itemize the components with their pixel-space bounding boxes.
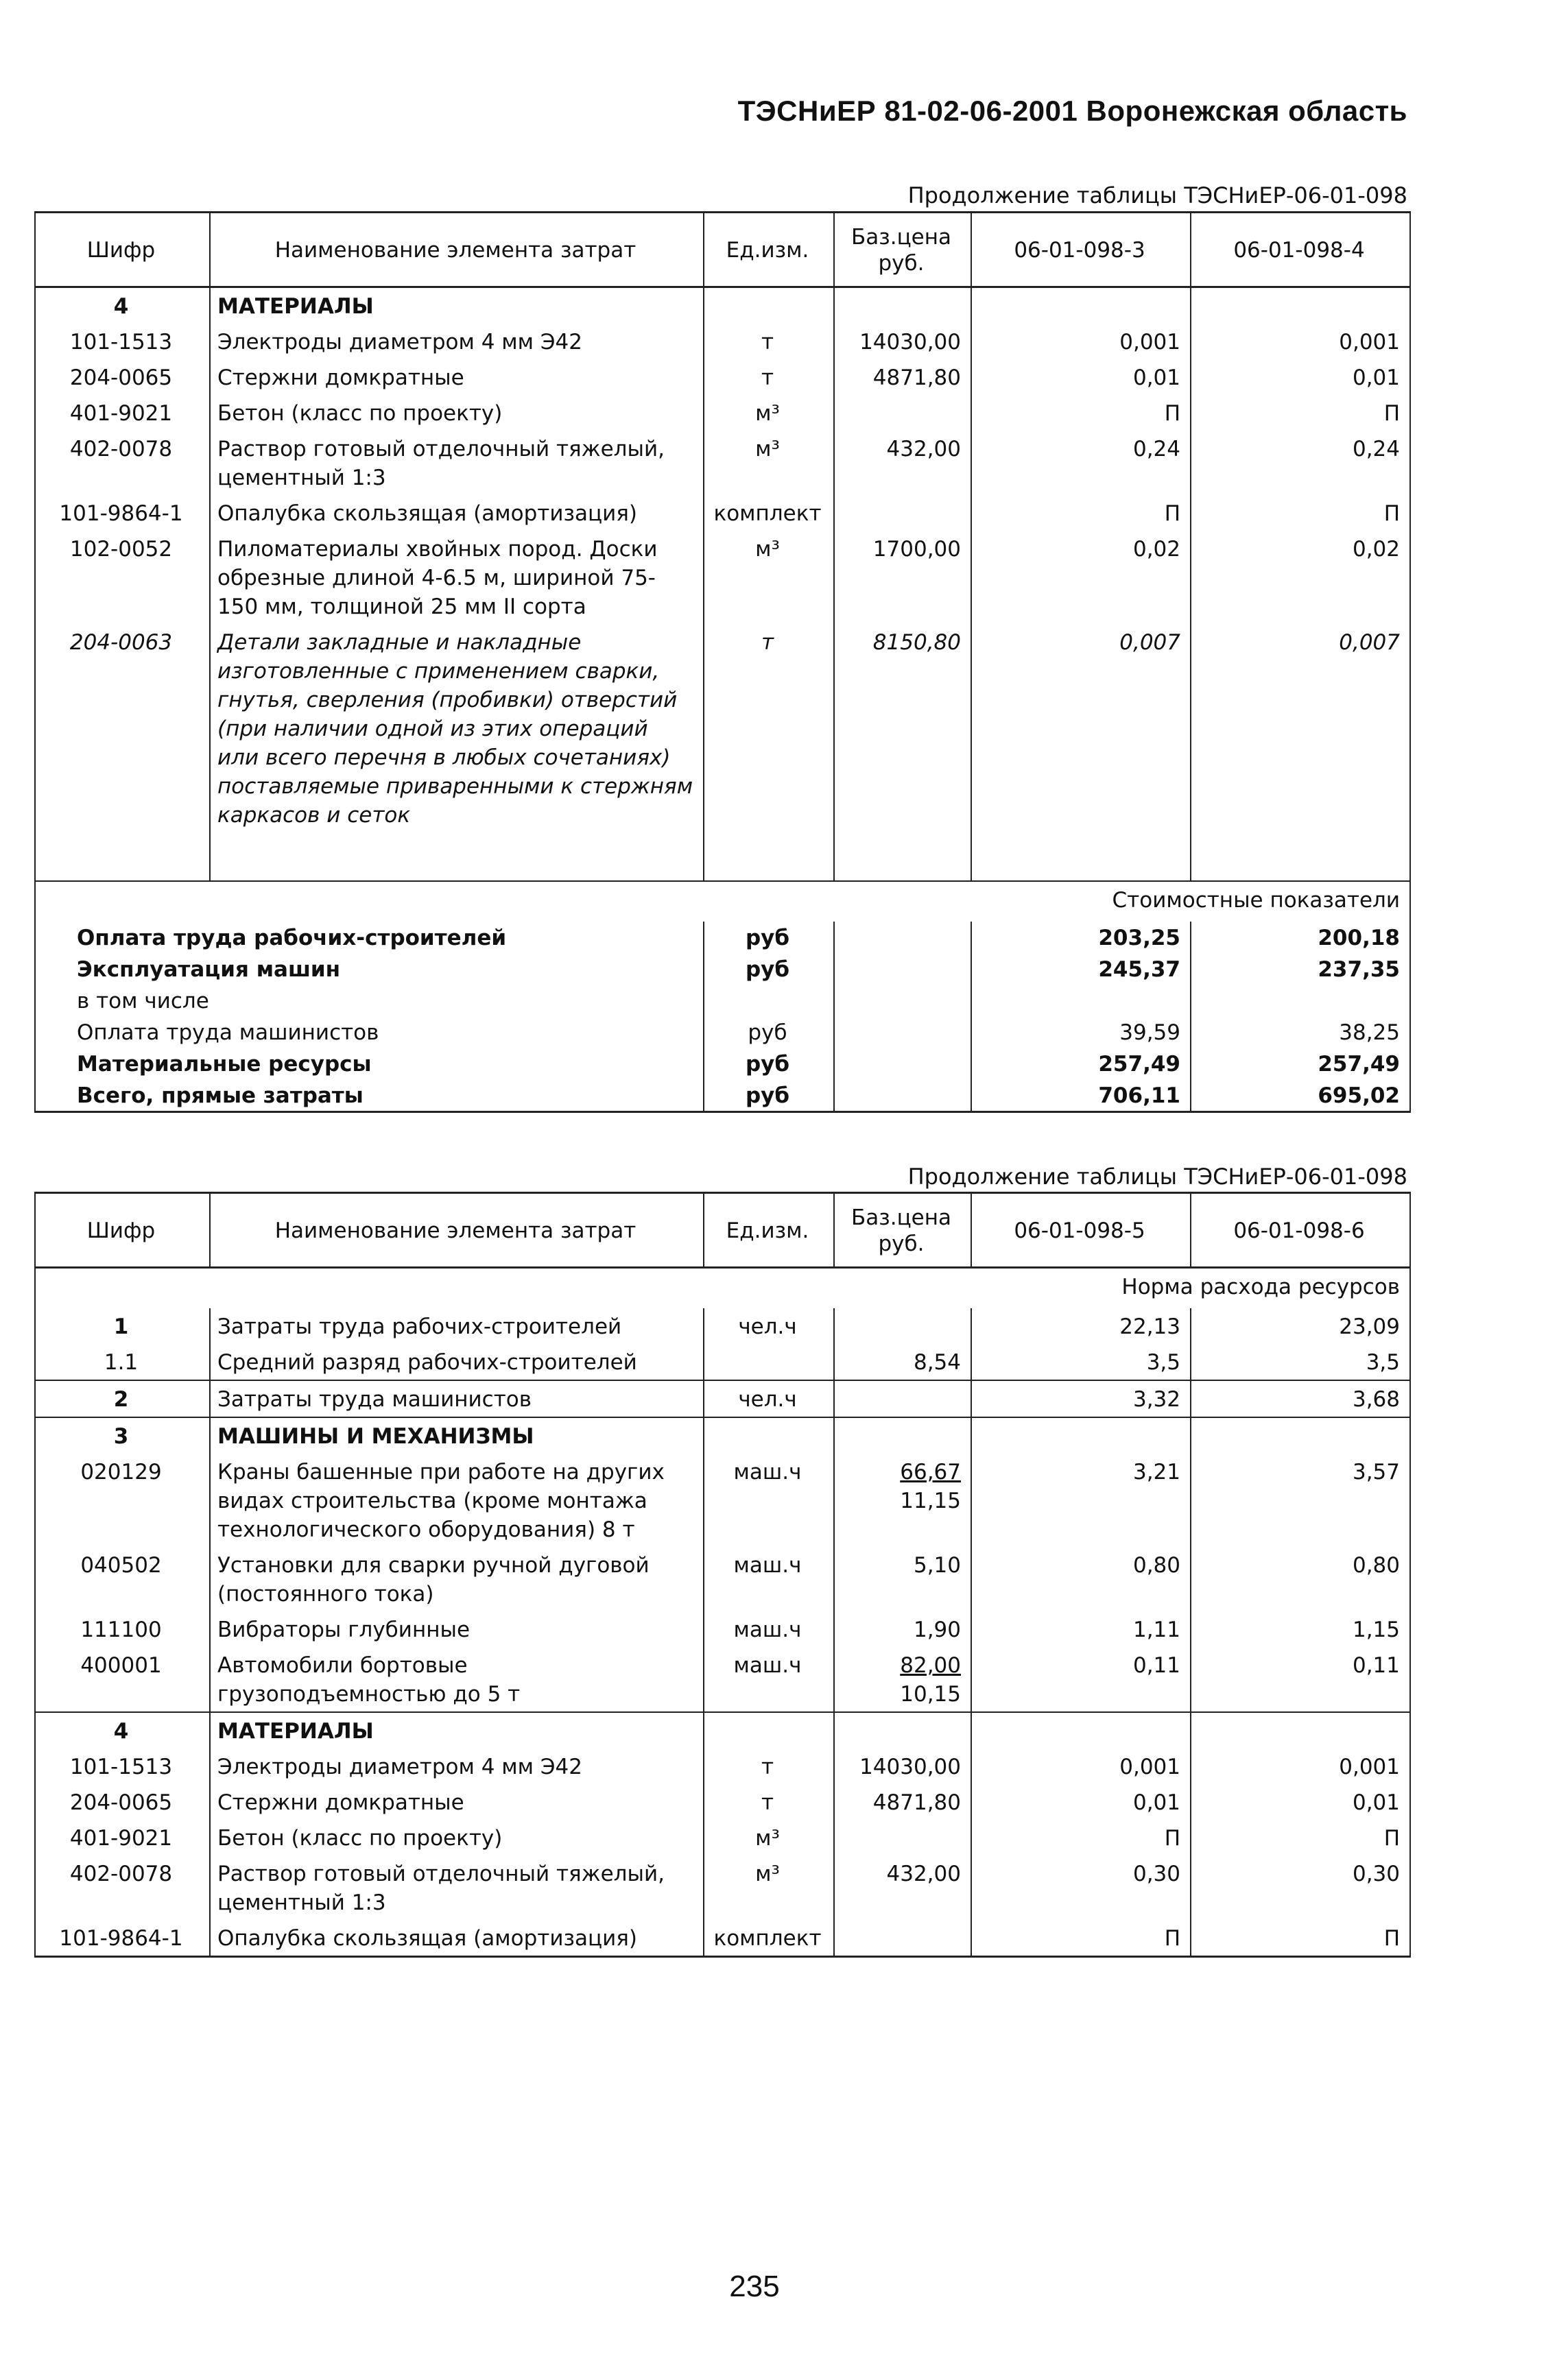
empty-cell [704, 832, 834, 881]
item-value-1: 3,21 [971, 1454, 1191, 1547]
document-header: ТЭСНиЕР 81-02-06-2001 Воронежская область [737, 95, 1407, 127]
cost-heading: Стоимостные показатели [35, 881, 1410, 922]
col-header-price: Баз.цена руб. [834, 1193, 971, 1268]
table-row [35, 431, 1410, 495]
item-value-1: П [971, 495, 1191, 531]
cost-value-1: 706,11 [971, 1079, 1191, 1112]
item-value-1: 0,01 [971, 359, 1191, 395]
table-row [35, 832, 1410, 881]
table-row [35, 1344, 1410, 1380]
cost-value-2: 200,18 [1191, 922, 1410, 953]
item-value-1: 0,24 [971, 431, 1191, 495]
table-row [35, 1454, 1410, 1547]
section-code: 4 [35, 1712, 210, 1748]
item-price: 432,00 [834, 431, 971, 495]
price-main: 1,90 [913, 1618, 961, 1642]
item-code: 101-1513 [35, 1748, 210, 1784]
table-row [35, 1547, 1410, 1611]
cost-value-2: 257,49 [1191, 1048, 1410, 1079]
table-row [35, 1748, 1410, 1784]
col-header-value-2: 06-01-098-6 [1191, 1193, 1410, 1268]
table-row [35, 1784, 1410, 1820]
empty-cell [210, 832, 704, 881]
empty-cell [971, 832, 1191, 881]
item-unit: маш.ч [704, 1611, 834, 1647]
item-price: 1700,00 [834, 531, 971, 624]
empty-cell [704, 287, 834, 324]
item-name: Раствор готовый отделочный тяжелый, цементный 1:3 [210, 431, 704, 495]
cost-value-1 [971, 985, 1191, 1016]
item-value-2: 3,68 [1191, 1380, 1410, 1417]
item-unit: т [704, 1784, 834, 1820]
item-value-2: 3,57 [1191, 1454, 1410, 1547]
col-header-value-1: 06-01-098-3 [971, 213, 1191, 287]
empty-cell [834, 1417, 971, 1454]
item-code: 101-9864-1 [35, 495, 210, 531]
table-caption: Продолжение таблицы ТЭСНиЕР-06-01-098 [907, 1164, 1407, 1190]
item-name: Затраты труда рабочих-строителей [210, 1308, 704, 1344]
norm-heading: Норма расхода ресурсов [35, 1268, 1410, 1309]
empty-cell [834, 1016, 971, 1048]
item-code: 020129 [35, 1454, 210, 1547]
item-price: 432,00 [834, 1855, 971, 1920]
item-unit: т [704, 359, 834, 395]
item-value-2: 0,001 [1191, 1748, 1410, 1784]
item-unit: м³ [704, 395, 834, 431]
item-name: Электроды диаметром 4 мм Э42 [210, 324, 704, 359]
cost-label: Оплата труда машинистов [35, 1016, 704, 1048]
item-price: 8150,80 [834, 624, 971, 832]
item-code: 102-0052 [35, 531, 210, 624]
empty-cell [834, 985, 971, 1016]
cost-value-1: 39,59 [971, 1016, 1191, 1048]
table-row [35, 359, 1410, 395]
empty-cell [834, 1048, 971, 1079]
table-row [35, 985, 1410, 1016]
empty-cell [1191, 832, 1410, 881]
item-name: Бетон (класс по проекту) [210, 1820, 704, 1855]
empty-cell [1191, 1417, 1410, 1454]
table-row [35, 881, 1410, 922]
item-value-2: 0,80 [1191, 1547, 1410, 1611]
table-row [35, 624, 1410, 832]
item-value-1: 0,80 [971, 1547, 1191, 1611]
item-code: 1.1 [35, 1344, 210, 1380]
item-name: Детали закладные и накладные изготовленные с применением сварки, гнутья, сверления (пробивки) отверстий (при наличии одной из этих операций или всего перечня в любых сочетаниях) поставляемые приваренными к стержням каркасов и сеток [210, 624, 704, 832]
item-unit: м³ [704, 531, 834, 624]
empty-cell [971, 287, 1191, 324]
item-name: Затраты труда машинистов [210, 1380, 704, 1417]
table-row [35, 953, 1410, 985]
cost-label: Эксплуатация машин [35, 953, 704, 985]
item-value-2: 0,001 [1191, 324, 1410, 359]
item-value-2: 1,15 [1191, 1611, 1410, 1647]
table-caption: Продолжение таблицы ТЭСНиЕР-06-01-098 [907, 182, 1407, 208]
item-value-2: П [1191, 1820, 1410, 1855]
item-price [834, 1820, 971, 1855]
item-code: 204-0065 [35, 359, 210, 395]
item-value-1: 1,11 [971, 1611, 1191, 1647]
item-name: Автомобили бортовые грузоподъемностью до 5 т [210, 1647, 704, 1712]
table-row [35, 1920, 1410, 1957]
item-unit: маш.ч [704, 1454, 834, 1547]
table-row [35, 1268, 1410, 1309]
item-value-1: П [971, 1820, 1191, 1855]
item-value-2: 0,007 [1191, 624, 1410, 832]
item-name: Опалубка скользящая (амортизация) [210, 1920, 704, 1957]
item-code: 101-9864-1 [35, 1920, 210, 1957]
cost-value-1: 203,25 [971, 922, 1191, 953]
empty-cell [704, 1712, 834, 1748]
item-unit: т [704, 624, 834, 832]
cost-unit: руб [704, 1079, 834, 1112]
item-code: 400001 [35, 1647, 210, 1712]
resource-table-1 [34, 211, 1411, 1113]
empty-cell [834, 953, 971, 985]
empty-cell [971, 1712, 1191, 1748]
item-value-1: 0,001 [971, 324, 1191, 359]
empty-cell [35, 832, 210, 881]
item-value-2: П [1191, 1920, 1410, 1957]
item-price: 14030,00 [834, 1748, 971, 1784]
item-value-2: 0,11 [1191, 1647, 1410, 1712]
item-code: 1 [35, 1308, 210, 1344]
table-row [35, 1079, 1410, 1112]
cost-value-1: 257,49 [971, 1048, 1191, 1079]
col-header-value-1: 06-01-098-5 [971, 1193, 1191, 1268]
price-secondary: 10,15 [900, 1682, 961, 1707]
cost-value-2 [1191, 985, 1410, 1016]
empty-cell [704, 1417, 834, 1454]
item-name: Раствор готовый отделочный тяжелый, цементный 1:3 [210, 1855, 704, 1920]
cost-value-1: 245,37 [971, 953, 1191, 985]
cost-label: Оплата труда рабочих-строителей [35, 922, 704, 953]
cost-unit: руб [704, 1016, 834, 1048]
col-header-unit: Ед.изм. [704, 1193, 834, 1268]
empty-cell [1191, 287, 1410, 324]
section-title: МАТЕРИАЛЫ [210, 1712, 704, 1748]
item-code: 204-0065 [35, 1784, 210, 1820]
section-title: МАШИНЫ И МЕХАНИЗМЫ [210, 1417, 704, 1454]
item-price [834, 1454, 971, 1547]
price-secondary: 11,15 [900, 1489, 961, 1513]
item-code: 040502 [35, 1547, 210, 1611]
item-value-2: 23,09 [1191, 1308, 1410, 1344]
item-unit: м³ [704, 1820, 834, 1855]
item-name: Пиломатериалы хвойных пород. Доски обрезные длиной 4-6.5 м, шириной 75-150 мм, толщиной 25 мм II сорта [210, 531, 704, 624]
item-price [834, 1611, 971, 1647]
cost-unit [704, 985, 834, 1016]
item-name: Опалубка скользящая (амортизация) [210, 495, 704, 531]
item-price [834, 1308, 971, 1344]
item-value-1: П [971, 395, 1191, 431]
item-unit [704, 1344, 834, 1380]
item-unit: маш.ч [704, 1547, 834, 1611]
item-price: 4871,80 [834, 359, 971, 395]
table-row [35, 287, 1410, 324]
item-unit: т [704, 1748, 834, 1784]
col-header-name: Наименование элемента затрат [210, 1193, 704, 1268]
item-value-2: П [1191, 495, 1410, 531]
table-row [35, 922, 1410, 953]
price-main: 82,00 [900, 1653, 961, 1678]
item-value-1: 0,007 [971, 624, 1191, 832]
item-value-1: П [971, 1920, 1191, 1957]
empty-cell [834, 832, 971, 881]
item-value-1: 0,02 [971, 531, 1191, 624]
item-unit: чел.ч [704, 1308, 834, 1344]
item-price [834, 495, 971, 531]
table-row [35, 531, 1410, 624]
item-name: Краны башенные при работе на других видах строительства (кроме монтажа технологического оборудования) 8 т [210, 1454, 704, 1547]
item-value-1: 22,13 [971, 1308, 1191, 1344]
cost-label: Всего, прямые затраты [35, 1079, 704, 1112]
table-row [35, 1193, 1410, 1268]
item-code: 401-9021 [35, 395, 210, 431]
item-code: 101-1513 [35, 324, 210, 359]
item-unit: комплект [704, 1920, 834, 1957]
empty-cell [834, 287, 971, 324]
item-price: 14030,00 [834, 324, 971, 359]
item-value-2: 0,24 [1191, 431, 1410, 495]
item-value-2: 0,01 [1191, 359, 1410, 395]
empty-cell [971, 1417, 1191, 1454]
item-value-1: 0,01 [971, 1784, 1191, 1820]
item-value-1: 3,5 [971, 1344, 1191, 1380]
item-code: 2 [35, 1380, 210, 1417]
item-unit: м³ [704, 431, 834, 495]
table-row [35, 495, 1410, 531]
item-value-2: 0,30 [1191, 1855, 1410, 1920]
table-row [35, 1712, 1410, 1748]
col-header-name: Наименование элемента затрат [210, 213, 704, 287]
item-name: Вибраторы глубинные [210, 1611, 704, 1647]
empty-cell [834, 1079, 971, 1112]
item-price [834, 395, 971, 431]
table-row [35, 1308, 1410, 1344]
item-price [834, 1920, 971, 1957]
section-code: 4 [35, 287, 210, 324]
col-header-value-2: 06-01-098-4 [1191, 213, 1410, 287]
item-name: Стержни домкратные [210, 1784, 704, 1820]
table-row [35, 1016, 1410, 1048]
cost-value-2: 695,02 [1191, 1079, 1410, 1112]
table-row [35, 395, 1410, 431]
cost-unit: руб [704, 953, 834, 985]
table-row [35, 1380, 1410, 1417]
empty-cell [834, 922, 971, 953]
item-value-1: 0,30 [971, 1855, 1191, 1920]
item-price [834, 1380, 971, 1417]
col-header-code: Шифр [35, 1193, 210, 1268]
table-row [35, 1820, 1410, 1855]
item-unit: т [704, 324, 834, 359]
item-unit: маш.ч [704, 1647, 834, 1712]
cost-label: Материальные ресурсы [35, 1048, 704, 1079]
item-value-1: 0,001 [971, 1748, 1191, 1784]
empty-cell [1191, 1712, 1410, 1748]
item-unit: комплект [704, 495, 834, 531]
item-name: Электроды диаметром 4 мм Э42 [210, 1748, 704, 1784]
table-row [35, 1048, 1410, 1079]
section-title: МАТЕРИАЛЫ [210, 287, 704, 324]
item-code: 111100 [35, 1611, 210, 1647]
table-row [35, 324, 1410, 359]
empty-cell [834, 1712, 971, 1748]
resource-table-2 [34, 1192, 1411, 1958]
item-code: 402-0078 [35, 431, 210, 495]
table-row [35, 1611, 1410, 1647]
item-code: 401-9021 [35, 1820, 210, 1855]
table-row [35, 1647, 1410, 1712]
cost-label: в том числе [35, 985, 704, 1016]
item-name: Бетон (класс по проекту) [210, 395, 704, 431]
price-main: 5,10 [913, 1553, 961, 1578]
item-name: Средний разряд рабочих-строителей [210, 1344, 704, 1380]
item-price [834, 1647, 971, 1712]
table-row [35, 1417, 1410, 1454]
item-code: 402-0078 [35, 1855, 210, 1920]
table-row [35, 1855, 1410, 1920]
cost-value-2: 237,35 [1191, 953, 1410, 985]
item-value-2: 0,01 [1191, 1784, 1410, 1820]
col-header-code: Шифр [35, 213, 210, 287]
item-value-1: 3,32 [971, 1380, 1191, 1417]
item-value-2: П [1191, 395, 1410, 431]
cost-unit: руб [704, 922, 834, 953]
item-price: 8,54 [834, 1344, 971, 1380]
cost-value-2: 38,25 [1191, 1016, 1410, 1048]
page-number: 235 [729, 2270, 780, 2303]
cost-unit: руб [704, 1048, 834, 1079]
item-unit: м³ [704, 1855, 834, 1920]
item-value-1: 0,11 [971, 1647, 1191, 1712]
table-row [35, 213, 1410, 287]
col-header-price: Баз.цена руб. [834, 213, 971, 287]
item-value-2: 3,5 [1191, 1344, 1410, 1380]
item-name: Стержни домкратные [210, 359, 704, 395]
item-price [834, 1547, 971, 1611]
section-code: 3 [35, 1417, 210, 1454]
item-code: 204-0063 [35, 624, 210, 832]
item-price: 4871,80 [834, 1784, 971, 1820]
price-main: 66,67 [900, 1460, 961, 1485]
col-header-unit: Ед.изм. [704, 213, 834, 287]
item-name: Установки для сварки ручной дуговой (постоянного тока) [210, 1547, 704, 1611]
item-value-2: 0,02 [1191, 531, 1410, 624]
item-unit: чел.ч [704, 1380, 834, 1417]
